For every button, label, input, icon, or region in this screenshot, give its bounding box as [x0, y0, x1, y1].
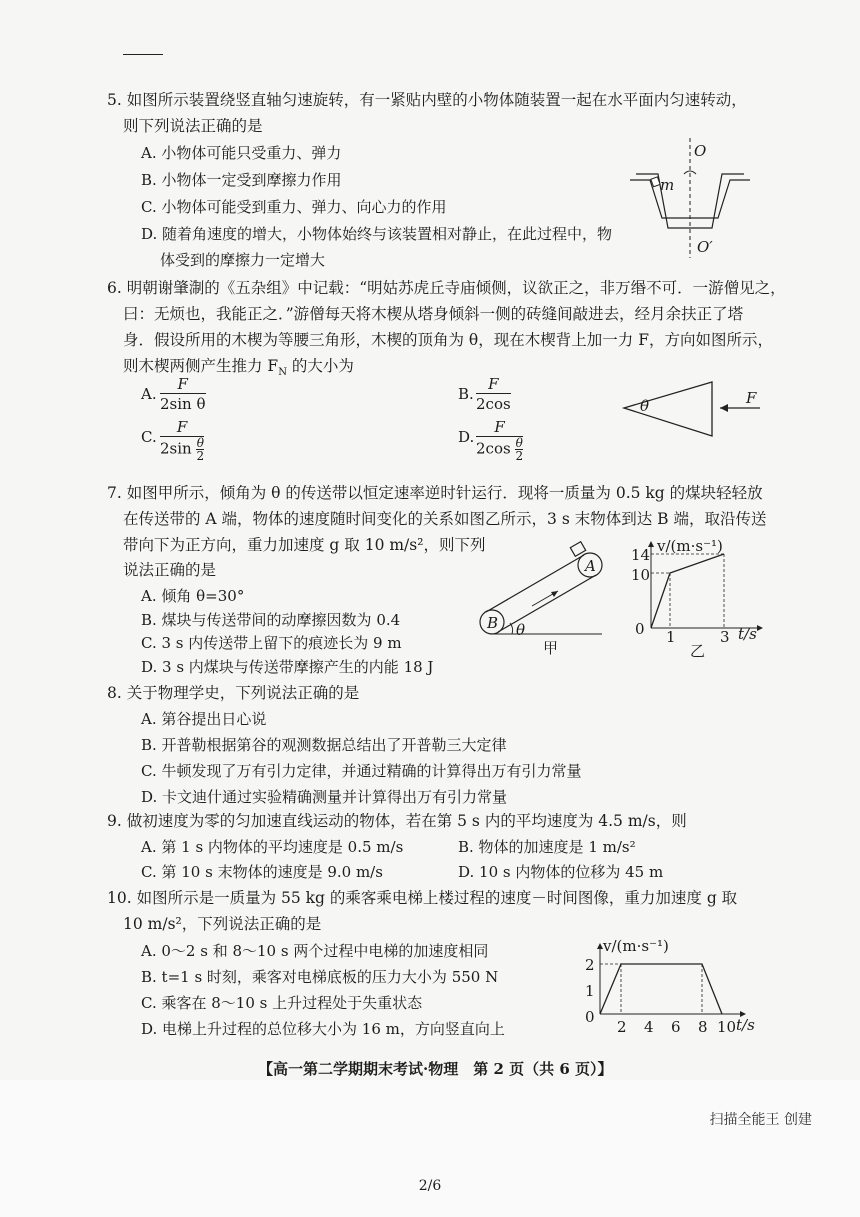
q10-graph-ylabel: v/(m·s⁻¹) [603, 937, 669, 955]
q5-option-b: B. 小物体一定受到摩擦力作用 [141, 171, 342, 189]
q6-d-two: 2 [515, 449, 524, 463]
q7-option-a: A. 倾角 θ=30° [141, 587, 245, 605]
q10-graph-tick-6: 6 [671, 1018, 681, 1036]
q7-stem-line4: 说法正确的是 [123, 561, 217, 579]
q5-rotating-container-figure [628, 138, 752, 258]
q10-graph-xlabel: t/s [736, 1016, 755, 1034]
q6-c-denominator-row [160, 437, 204, 462]
q5-option-d-line1: D. 随着角速度的增大，小物体始终与该装置相对静止，在此过程中，物 [141, 225, 613, 243]
q6-c-numerator: F [160, 418, 204, 437]
q7-label-theta: θ [516, 621, 526, 639]
q7-label-b: B [487, 614, 499, 632]
q6-stem-line1: 6. 明朝谢肇淛的《五杂组》中记载：“明姑苏虎丘寺庙倾侧，议欲正之，非万缗不可．一游僧见之， [107, 279, 786, 297]
q6-option-c-label: C. [141, 428, 157, 446]
q7-stem-line1: 7. 如图甲所示，倾角为 θ 的传送带以恒定速率逆时针运行．现将一质量为 0.5 kg 的煤块轻轻放 [107, 484, 763, 502]
q6-option-b-label: B. [458, 385, 474, 403]
q5-option-a: A. 小物体可能只受重力、弹力 [141, 144, 342, 162]
q10-graph-tick-2y: 2 [585, 956, 595, 974]
q6-stem-sub: N [278, 367, 287, 379]
q6-c-theta: θ [196, 436, 204, 450]
q6-option-b-fraction [476, 375, 511, 414]
q7-stem-line3: 带向下为正方向，重力加速度 g 取 10 m/s²，则下列 [123, 536, 486, 554]
q9-option-a: A. 第 1 s 内物体的平均速度是 0.5 m/s [141, 838, 404, 856]
page-indicator: 2/6 [418, 1178, 442, 1194]
q6-c-two: 2 [196, 449, 205, 463]
q7-graph-tick-10: 10 [631, 566, 651, 584]
q6-d-half-theta [515, 437, 523, 462]
q8-option-b: B. 开普勒根据第谷的观测数据总结出了开普勒三大定律 [141, 736, 507, 754]
q10-graph-tick-8: 8 [698, 1018, 708, 1036]
q5-stem-line2: 则下列说法正确的是 [123, 117, 263, 135]
q8-option-c: C. 牛顿发现了万有引力定律，并通过精确的计算得出万有引力常量 [141, 762, 582, 780]
q6-a-denominator: 2sin θ [160, 395, 206, 413]
q6-d-denominator: 2cos [476, 439, 511, 458]
q10-option-a: A. 0～2 s 和 8～10 s 两个过程中电梯的加速度相同 [141, 942, 489, 960]
q6-stem-line4-tail: 的大小为 [286, 357, 354, 375]
scanner-credit: 扫描全能王 创建 [709, 1112, 812, 1128]
q7-option-d: D. 3 s 内煤块与传送带摩擦产生的内能 18 J [141, 658, 434, 676]
q8-option-d: D. 卡文迪什通过实验精确测量并计算得出万有引力常量 [141, 788, 508, 806]
q8-option-a: A. 第谷提出日心说 [141, 710, 267, 728]
q5-label-o: O [694, 142, 707, 160]
q7-stem-line2: 在传送带的 A 端，物体的速度随时间变化的关系如图乙所示，3 s 末物体到达 B 端，取沿传送 [123, 510, 767, 528]
q7-graph-ylabel: v/(m·s⁻¹) [657, 537, 723, 555]
q7-graph-origin: 0 [635, 620, 645, 638]
q6-b-denominator: 2cos [476, 395, 511, 413]
q7-label-yi: 乙 [690, 642, 706, 660]
exam-footer-title: 【高一第二学期期末考试·物理 第 2 页（共 6 页）】 [258, 1060, 613, 1078]
q6-d-numerator: F [476, 418, 523, 437]
q9-option-d: D. 10 s 内物体的位移为 45 m [458, 863, 664, 881]
q6-stem-line2: 曰：无烦也，我能正之．”游僧每天将木楔从塔身倾斜一侧的砖缝间敲进去，经月余扶正了塔 [123, 305, 744, 323]
q6-option-d-fraction [476, 418, 523, 462]
q6-stem-line4 [123, 356, 354, 383]
q5-label-o-prime: O′ [697, 238, 713, 256]
q7-graph-tick-14: 14 [631, 546, 651, 564]
q6-label-theta: θ [640, 397, 650, 415]
q6-b-numerator: F [476, 375, 511, 394]
q7-option-b: B. 煤块与传送带间的动摩擦因数为 0.4 [141, 611, 401, 629]
q7-label-a: A [585, 557, 596, 575]
q10-option-c: C. 乘客在 8～10 s 上升过程处于失重状态 [141, 994, 423, 1012]
q6-d-theta: θ [515, 436, 523, 450]
q7-graph-tick-1: 1 [666, 628, 676, 646]
q8-stem: 8. 关于物理学史，下列说法正确的是 [107, 684, 360, 702]
q10-option-b: B. t=1 s 时刻，乘客对电梯底板的压力大小为 550 N [141, 968, 499, 986]
q7-graph-tick-3: 3 [720, 628, 730, 646]
q6-option-a-fraction [160, 375, 206, 414]
q9-stem: 9. 做初速度为零的匀加速直线运动的物体，若在第 5 s 内的平均速度为 4.5 m/s，则 [107, 812, 687, 830]
q7-label-jia: 甲 [543, 639, 559, 657]
q6-label-f: F [746, 389, 757, 407]
q9-option-b: B. 物体的加速度是 1 m/s² [458, 838, 636, 856]
q10-stem-line1: 10. 如图所示是一质量为 55 kg 的乘客乘电梯上楼过程的速度－时间图像，重力加速度 g 取 [107, 889, 738, 907]
q6-d-denominator-row [476, 437, 523, 462]
q6-stem-line4-head: 则木楔两侧产生推力 F [123, 357, 279, 375]
q7-graph-xlabel: t/s [738, 625, 757, 643]
top-mark-line [123, 54, 163, 55]
q6-c-half-theta [196, 437, 204, 462]
q6-c-denominator: 2sin [160, 439, 192, 458]
q5-option-c: C. 小物体可能受到重力、弹力、向心力的作用 [141, 198, 447, 216]
q6-option-a-label: A. [141, 385, 157, 403]
q6-stem-line3: 身．假设所用的木楔为等腰三角形，木楔的顶角为 θ，现在木楔背上加一力 F，方向如图所示， [123, 331, 773, 349]
q10-graph-tick-4: 4 [644, 1018, 654, 1036]
q10-graph-origin: 0 [585, 1008, 595, 1026]
q5-stem-line1: 5. 如图所示装置绕竖直轴匀速旋转，有一紧贴内壁的小物体随装置一起在水平面内匀速转动， [107, 91, 747, 109]
q6-option-d-label: D. [458, 428, 475, 446]
q6-option-c-fraction [160, 418, 204, 462]
q6-a-numerator: F [160, 375, 206, 394]
q5-label-m: m [660, 176, 675, 194]
q10-option-d: D. 电梯上升过程的总位移大小为 16 m，方向竖直向上 [141, 1020, 505, 1038]
q5-option-d-line2: 体受到的摩擦力一定增大 [160, 251, 326, 269]
q9-option-c: C. 第 10 s 末物体的速度是 9.0 m/s [141, 863, 383, 881]
q10-graph-tick-10: 10 [717, 1018, 737, 1036]
q7-option-c: C. 3 s 内传送带上留下的痕迹长为 9 m [141, 634, 402, 652]
q10-graph-tick-2: 2 [617, 1018, 627, 1036]
q10-graph-tick-1y: 1 [585, 982, 595, 1000]
q10-stem-line2: 10 m/s²，下列说法正确的是 [123, 915, 322, 933]
